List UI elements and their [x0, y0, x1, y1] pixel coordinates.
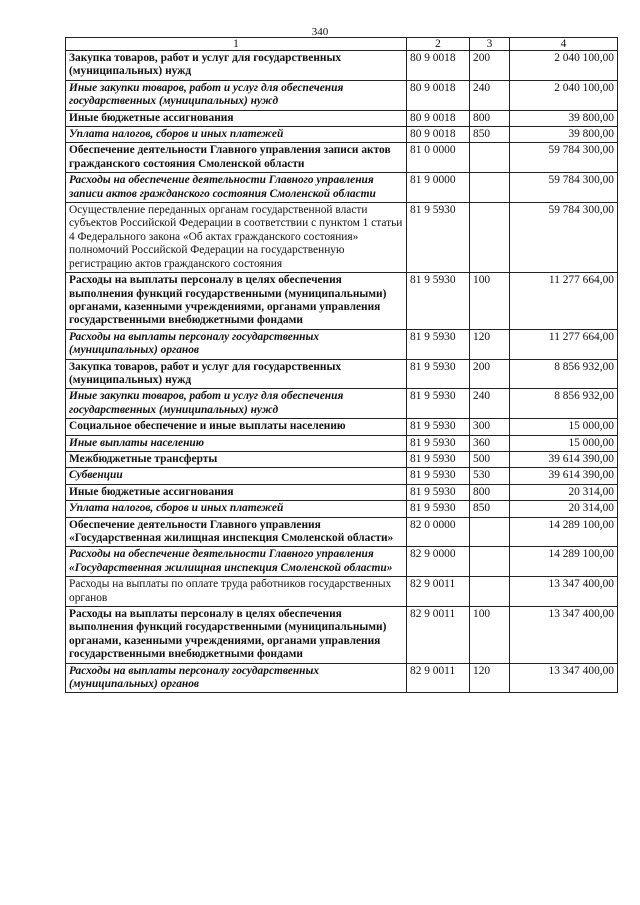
row-amount-cell: 11 277 664,00 [510, 273, 618, 330]
row-code-cell: 81 9 5930 [407, 359, 470, 389]
row-name-cell: Уплата налогов, сборов и иных платежей [66, 501, 407, 517]
table-row [66, 547, 618, 577]
row-type-cell: 500 [470, 451, 510, 467]
row-type-cell: 360 [470, 435, 510, 451]
row-code-cell: 82 9 0011 [407, 577, 470, 607]
table-row [66, 110, 618, 126]
row-code-cell: 80 9 0018 [407, 110, 470, 126]
table-row [66, 577, 618, 607]
row-name-cell: Расходы на выплаты персоналу государственных (муниципальных) органов [66, 663, 407, 693]
row-name-cell: Расходы на обеспечение деятельности Главного управления записи актов гражданского состояния Смоленской области [66, 173, 407, 203]
page-number: 340 [311, 26, 329, 38]
table-row [66, 501, 618, 517]
row-amount-cell: 8 856 932,00 [510, 389, 618, 419]
row-type-cell: 120 [470, 329, 510, 359]
row-amount-cell: 13 347 400,00 [510, 607, 618, 664]
row-amount-cell: 11 277 664,00 [510, 329, 618, 359]
row-name-cell: Расходы на выплаты персоналу в целях обеспечения выполнения функций государственными (муниципальными) органами, казенными учреждениями, органами управления государственными внебюджетными фондами [66, 607, 407, 664]
row-name-cell: Расходы на выплаты персоналу государственных (муниципальных) органов [66, 329, 407, 359]
row-amount-cell: 20 314,00 [510, 484, 618, 500]
row-code-cell: 82 9 0011 [407, 663, 470, 693]
row-amount-cell: 14 289 100,00 [510, 547, 618, 577]
row-code-cell: 81 9 5930 [407, 419, 470, 435]
row-type-cell [470, 143, 510, 173]
table-row [66, 127, 618, 143]
table-row [66, 173, 618, 203]
row-amount-cell: 59 784 300,00 [510, 203, 618, 273]
table-row [66, 484, 618, 500]
row-code-cell: 81 9 5930 [407, 451, 470, 467]
row-code-cell: 81 9 5930 [407, 501, 470, 517]
table-row [66, 329, 618, 359]
row-type-cell: 200 [470, 51, 510, 81]
row-code-cell: 81 9 5930 [407, 389, 470, 419]
table-row [66, 273, 618, 330]
table-row [66, 607, 618, 664]
row-name-cell: Закупка товаров, работ и услуг для государственных (муниципальных) нужд [66, 51, 407, 81]
row-type-cell: 800 [470, 110, 510, 126]
table-row [66, 203, 618, 273]
header-col-1: 1 [66, 38, 407, 51]
table-body [66, 51, 618, 693]
row-name-cell: Иные выплаты населению [66, 435, 407, 451]
row-amount-cell: 8 856 932,00 [510, 359, 618, 389]
row-code-cell: 81 9 5930 [407, 203, 470, 273]
row-code-cell: 81 9 5930 [407, 435, 470, 451]
row-type-cell: 850 [470, 501, 510, 517]
row-type-cell: 240 [470, 80, 510, 110]
row-code-cell: 80 9 0018 [407, 127, 470, 143]
row-amount-cell: 2 040 100,00 [510, 51, 618, 81]
row-code-cell: 81 9 5930 [407, 468, 470, 484]
row-amount-cell: 20 314,00 [510, 501, 618, 517]
row-type-cell: 120 [470, 663, 510, 693]
header-col-3: 3 [470, 38, 510, 51]
row-type-cell: 240 [470, 389, 510, 419]
row-code-cell: 81 9 5930 [407, 484, 470, 500]
row-amount-cell: 2 040 100,00 [510, 80, 618, 110]
row-amount-cell: 13 347 400,00 [510, 663, 618, 693]
row-type-cell: 200 [470, 359, 510, 389]
row-type-cell: 300 [470, 419, 510, 435]
row-code-cell: 81 9 5930 [407, 273, 470, 330]
row-name-cell: Иные закупки товаров, работ и услуг для обеспечения государственных (муниципальных) нужд [66, 80, 407, 110]
row-type-cell: 850 [470, 127, 510, 143]
table-row [66, 468, 618, 484]
table-header-row [66, 38, 618, 51]
row-name-cell: Осуществление переданных органам государственной власти субъектов Российской Федерации в соответствии с пунктом 1 статьи 4 Федерального закона «Об актах гражданского состояния» полномочий Российской Федерации на государственную регистрацию актов гражданского состояния [66, 203, 407, 273]
table-row [66, 419, 618, 435]
row-name-cell: Уплата налогов, сборов и иных платежей [66, 127, 407, 143]
table-row [66, 80, 618, 110]
row-amount-cell: 39 800,00 [510, 127, 618, 143]
row-amount-cell: 39 800,00 [510, 110, 618, 126]
row-code-cell: 81 0 0000 [407, 143, 470, 173]
row-type-cell [470, 203, 510, 273]
row-code-cell: 80 9 0018 [407, 51, 470, 81]
row-type-cell: 100 [470, 273, 510, 330]
row-type-cell [470, 517, 510, 547]
row-type-cell [470, 173, 510, 203]
row-amount-cell: 15 000,00 [510, 435, 618, 451]
table-row [66, 143, 618, 173]
row-name-cell: Субвенции [66, 468, 407, 484]
row-code-cell: 80 9 0018 [407, 80, 470, 110]
row-name-cell: Обеспечение деятельности Главного управления записи актов гражданского состояния Смоленской области [66, 143, 407, 173]
row-amount-cell: 14 289 100,00 [510, 517, 618, 547]
row-code-cell: 82 9 0011 [407, 607, 470, 664]
row-name-cell: Иные бюджетные ассигнования [66, 484, 407, 500]
row-amount-cell: 59 784 300,00 [510, 143, 618, 173]
row-code-cell: 81 9 5930 [407, 329, 470, 359]
row-amount-cell: 39 614 390,00 [510, 451, 618, 467]
row-name-cell: Межбюджетные трансферты [66, 451, 407, 467]
row-type-cell: 100 [470, 607, 510, 664]
budget-table [65, 37, 618, 693]
row-amount-cell: 15 000,00 [510, 419, 618, 435]
row-name-cell: Закупка товаров, работ и услуг для государственных (муниципальных) нужд [66, 359, 407, 389]
row-code-cell: 81 9 0000 [407, 173, 470, 203]
row-name-cell: Расходы на выплаты персоналу в целях обеспечения выполнения функций государственными (муниципальными) органами, казенными учреждениями, органами управления государственными внебюджетными фондами [66, 273, 407, 330]
table-row [66, 435, 618, 451]
row-name-cell: Расходы на выплаты по оплате труда работников государственных органов [66, 577, 407, 607]
row-amount-cell: 39 614 390,00 [510, 468, 618, 484]
header-col-2: 2 [407, 38, 470, 51]
table-row [66, 389, 618, 419]
row-amount-cell: 59 784 300,00 [510, 173, 618, 203]
row-type-cell: 530 [470, 468, 510, 484]
row-code-cell: 82 9 0000 [407, 547, 470, 577]
table-row [66, 359, 618, 389]
row-name-cell: Иные бюджетные ассигнования [66, 110, 407, 126]
row-name-cell: Иные закупки товаров, работ и услуг для обеспечения государственных (муниципальных) нужд [66, 389, 407, 419]
table-row [66, 451, 618, 467]
row-type-cell [470, 547, 510, 577]
row-amount-cell: 13 347 400,00 [510, 577, 618, 607]
header-col-4: 4 [510, 38, 618, 51]
row-type-cell: 800 [470, 484, 510, 500]
table-row [66, 517, 618, 547]
row-name-cell: Расходы на обеспечение деятельности Главного управления «Государственная жилищная инспекция Смоленской области» [66, 547, 407, 577]
row-name-cell: Обеспечение деятельности Главного управления «Государственная жилищная инспекция Смоленской области» [66, 517, 407, 547]
table-row [66, 51, 618, 81]
row-name-cell: Социальное обеспечение и иные выплаты населению [66, 419, 407, 435]
row-code-cell: 82 0 0000 [407, 517, 470, 547]
table-row [66, 663, 618, 693]
row-type-cell [470, 577, 510, 607]
